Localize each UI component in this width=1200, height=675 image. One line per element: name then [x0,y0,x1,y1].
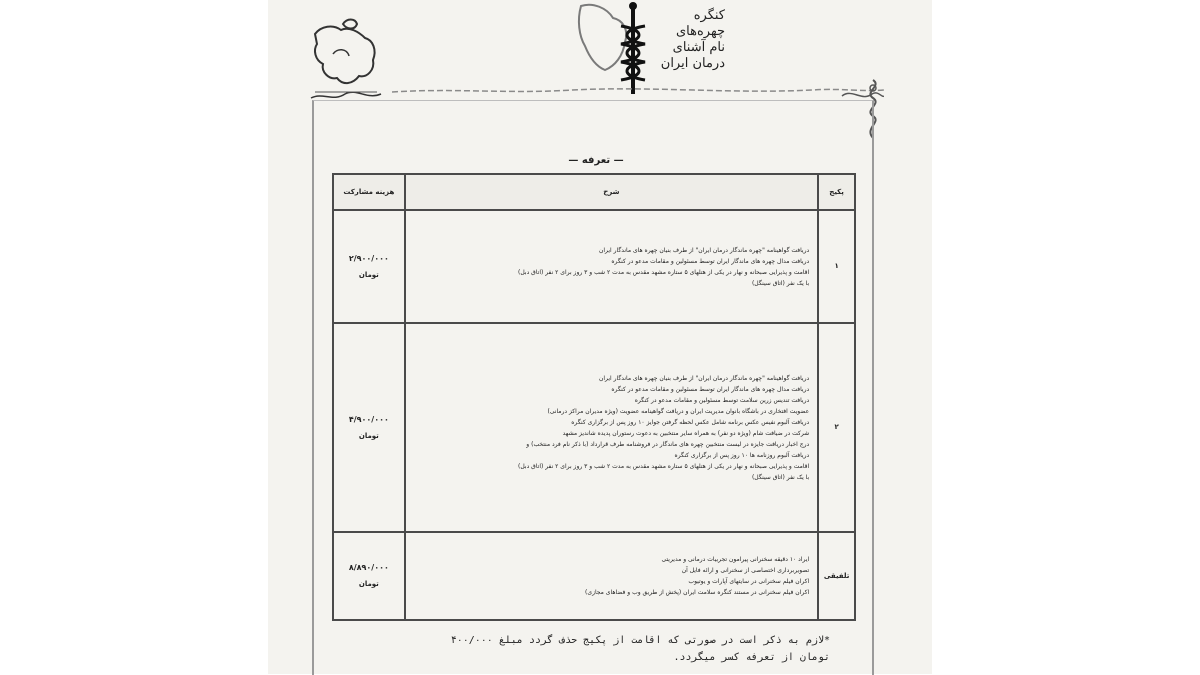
fee-amount: ۴/۹۰۰/۰۰۰ [348,414,389,424]
document-title: — تعرفه — [568,155,624,166]
description-line: دریافت گواهینامه "چهره ماندگار درمان ایران" از طرف بنیان چهره های ماندگار ایران [598,246,810,254]
description-line: درج اخبار دریافت جایزه در لیست منتخبین چهره های ماندگار در فروشنامه طرف قرارداد (با ذکر نام فرد منتخب) و [526,440,810,448]
description-line: دریافت تندیس زرین سلامت توسط مسئولین و مقامات مدعو در کنگره [634,396,810,404]
package-number: ۲ [818,323,855,532]
tariff-table [332,173,856,621]
congress-title-line: کنگره [693,8,725,23]
package-description [405,532,819,620]
package-fee [333,532,405,620]
package-number: ۱ [818,210,855,323]
footnote-line: تومان از تعرفه کسر میگردد. [673,652,830,663]
description-line: دریافت گواهینامه "چهره ماندگار درمان ایران" از طرف بنیان چهره های ماندگار ایران [598,374,810,382]
description-line: ایراد ۱۰ دقیقه سخنرانی پیرامون تجربیات درمانی و مدیریتی [661,556,810,563]
description-line: شرکت در ضیافت شام (ویژه دو نفر) به همراه سایر منتخبین به دعوت رستوران پدیده شاندیز مشهد [562,429,810,437]
congress-title-line: درمان ایران [660,56,725,71]
congress-title-line: چهره‌های [675,24,725,39]
congress-title-line: نام آشنای [672,40,725,55]
description-line: دریافت آلبوم نفیس عکس برنامه شامل عکس لحظه گرفتن جوایز ۱۰ روز پس از برگزاری کنگره [571,418,810,426]
fee-unit: تومان [358,580,379,588]
description-line: اکران فیلم سخنرانی در سایتهای آپارات و یوتیوب [688,578,810,585]
description-line: عضویت افتخاری در باشگاه بانوان مدیریت ایران و دریافت گواهینامه عضویت (ویژه مدیران مراکز درمانی) [547,407,810,415]
description-line: دریافت مدال چهره های ماندگار ایران توسط مسئولین و مقامات مدعو در کنگره [611,257,810,265]
description-line: تصویربرداری اختصاصی از سخنرانی و ارائه فایل آن [681,567,810,574]
description-line: دریافت آلبوم روزنامه ها ۱۰ روز پس از برگزاری کنگره [674,451,810,459]
footnote-line: *لازم به ذکر است در صورتی که اقامت از پکیج حذف گردد مبلغ ۴۰۰/۰۰۰ [450,635,830,646]
description-line: با یک نفر (اتاق سینگل) [751,279,810,287]
table-row [333,210,855,323]
table-header-row [333,174,855,210]
fee-unit: تومان [358,270,379,279]
header-package: پکیج [818,174,855,210]
description-line: دریافت مدال چهره های ماندگار ایران توسط مسئولین و مقامات مدعو در کنگره [611,385,810,393]
description-line: اقامت و پذیرایی صبحانه و نهار در یکی از هتلهای ۵ ستاره مشهد مقدس به مدت ۲ شب و ۳ روز برای ۲ نفر (اتاق دبل) [518,268,810,276]
table-row [333,532,855,620]
congress-title [640,8,725,72]
package-fee [333,210,405,323]
description-line: اکران فیلم سخنرانی در مستند کنگره سلامت ایران (پخش از طریق وب و فضاهای مجازی) [585,589,810,596]
table-row [333,323,855,532]
iran-map-emblem [303,14,393,106]
package-fee [333,323,405,532]
package-description [405,323,819,532]
description-line: با یک نفر (اتاق سینگل) [751,473,810,481]
footnote [340,632,830,666]
fee-unit: تومان [358,431,379,440]
header-description: شرح [405,174,819,210]
package-description [405,210,819,323]
package-number: تلفیقی [818,532,855,620]
fee-amount: ۲/۹۰۰/۰۰۰ [348,253,389,263]
description-line: اقامت و پذیرایی صبحانه و نهار در یکی از هتلهای ۵ ستاره مشهد مقدس به مدت ۲ شب و ۳ روز برای ۲ نفر (اتاق دبل) [518,462,810,470]
fee-amount: ۸/۸۹۰/۰۰۰ [348,563,389,572]
header-fee: هزینه مشارکت [333,174,405,210]
